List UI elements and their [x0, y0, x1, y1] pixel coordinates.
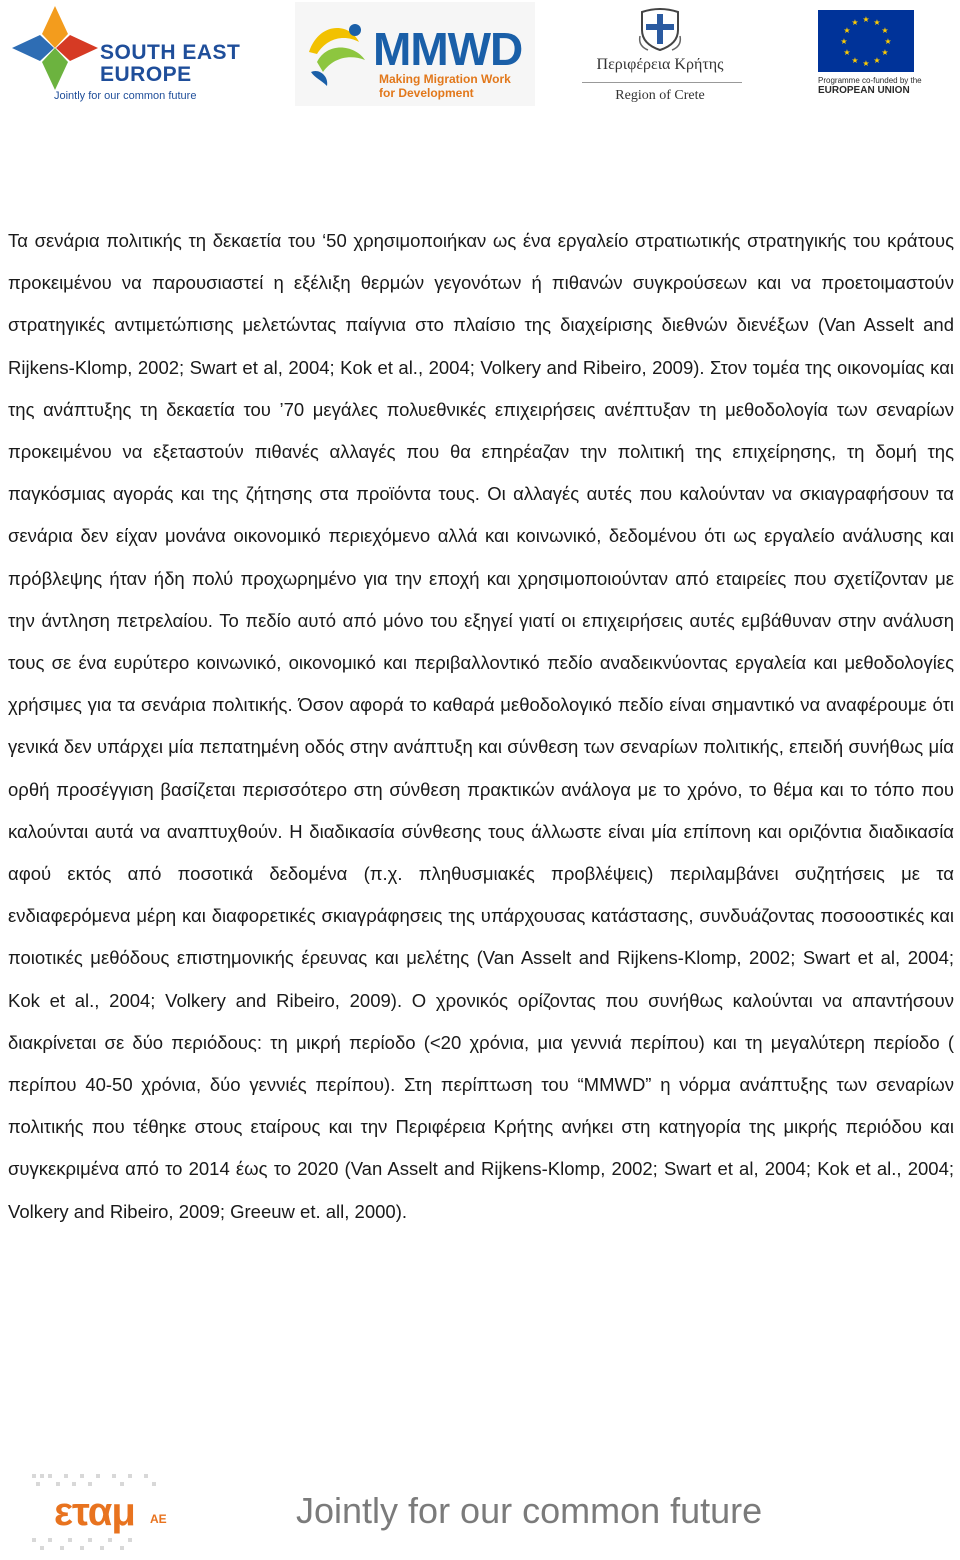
see-logo-line2: EUROPE	[100, 63, 192, 86]
svg-text:★: ★	[840, 37, 848, 46]
svg-text:★: ★	[851, 56, 859, 65]
footer	[0, 1460, 960, 1560]
svg-text:★: ★	[862, 15, 870, 24]
svg-text:★: ★	[851, 18, 859, 27]
crete-logo-english: Region of Crete	[615, 88, 705, 103]
etam-suffix: ΑΕ	[150, 1512, 167, 1526]
svg-text:★: ★	[881, 48, 889, 57]
svg-text:★: ★	[873, 18, 881, 27]
eu-logo-caption	[818, 76, 928, 96]
south-east-europe-logo	[10, 4, 260, 104]
see-logo-text	[100, 42, 240, 86]
header-logos	[0, 0, 960, 110]
eu-logo-line1: Programme co-funded by the	[818, 76, 922, 85]
mmwd-tagline-line1: Making Migration Work	[379, 72, 511, 86]
eu-logo-line2: EUROPEAN UNION	[818, 85, 910, 96]
svg-text:★: ★	[873, 56, 881, 65]
crete-logo-divider	[582, 82, 742, 83]
svg-text:★: ★	[843, 48, 851, 57]
svg-text:★: ★	[843, 26, 851, 35]
svg-text:★: ★	[881, 26, 889, 35]
see-logo-tagline: Jointly for our common future	[54, 90, 197, 102]
eu-flag-icon	[818, 10, 914, 72]
mmwd-wordmark: MMWD	[373, 23, 523, 75]
region-of-crete-logo	[570, 4, 760, 104]
see-star-icon	[10, 4, 100, 90]
body-paragraph: Τα σενάρια πολιτικής τη δεκαετία του ‘50 χρησιμοποιήκαν ως ένα εργαλείο στρατιωτικής στρατηγικής του κράτους προκειμένου να παρουσιαστεί η εξέλιξη θερμών γεγονότων ή πιθανών συγκρούσεων και να προετοιμαστούν στρατηγικές αντιμετώπισης μελετώντας παίγνια στο πλαίσιο της διαχείρισης διεθνών διενέξων (Van Asselt and Rijkens-Klomp, 2002; Swart et al, 2004; Kok et al., 2004; Volkery and Ribeiro, 2009). Στον τομέα της οικονομίας και της ανάπτυξης τη δεκαετία του ’70 μεγάλες πολυεθνικές επιχειρήσεις ανέπτυξαν τη μεθοδολογία των σεναρίων προκειμένου να εξεταστούν πιθανές αλλαγές που θα επηρέαζαν την πολιτική της επιχείρησης, τη δομή της παγκόσμιας αγοράς και της ζήτησης στα προϊόντα τους. Οι αλλαγές αυτές που καλούνταν να σκιαγραφήσουν τα σενάρια δεν είχαν μονάνα οικονομικό περιεχόμενο αλλά και κοινωνικό, δεδομένου ότι ως εργαλείο ανάλυσης και πρόβλεψης ήταν ήδη πολύ προχωρημένο για την εποχή και χρησιμοποιούνταν από εταιρείες που σχετίζονταν με την άντληση πετρελαίου. Το πεδίο αυτό από μόνο του εξηγεί γιατί οι επιχειρήσεις αυτές εμβάθυναν στην ανάλυση τους σε ένα ευρύτερο κοινωνικό, οικονομικό και περιβαλλοντικό πεδίο αναδεικνύοντας εργαλεία και μεθοδολογίες χρήσιμες για τα σενάρια πολιτικής. Όσον αφορά το καθαρά μεθοδολογικό πεδίο είναι σημαντικό να αναφέρουμε ότι γενικά δεν υπάρχει μία πεπατημένη οδός στην ανάπτυξη και σύνθεση των σεναρίων πολιτικής, επειδή συνήθως μία ορθή προσέγγιση βασίζεται περισσότερο στη σύνθεση πρακτικών ανάλογα με το χρόνο, το θέμα και το τόπο που καλούνται αυτά να αναπτυχθούν. Η διαδικασία σύνθεσης τους άλλωστε είναι μία επίπονη και οριζόντια διαδικασία αφού εκτός από ποσοτικά δεδομένα (π.χ. πληθυσμιακές προβλέψεις) περιλαμβάνει συζητήσεις με τα ενδιαφερόμενα μέρη και διαφορετικές σκιαγράφησεις της υπάρχουσας κατάστασης, συνδυάζοντας ποσοοστικές και ποιοτικές μεθόδους επιστημονικής έρευνας και μελέτης (Van Asselt and Rijkens-Klomp, 2002; Swart et al, 2004; Kok et al., 2004; Volkery and Ribeiro, 2009). Ο χρονικός ορίζοντας που συνήθως καλούνται να απαντήσουν διακρίνεται σε δύο περιόδους: τη μικρή περίοδο (<20 χρόνια, μια γεννιά περίπου) και τη μεγαλύτερη περίοδο ( περίπου 40-50 χρόνια, δύο γεννιές περίπου). Στη περίπτωση του “MMWD” η νόρμα ανάπτυξης των σεναρίων πολιτικής που τέθηκε στους εταίρους και την Περιφέρεια Κρήτης ανήκει στη κατηγορία της μικρής περιόδου και συγκεκριμένα από το 2014 έως το 2020 (Van Asselt and Rijkens-Klomp, 2002; Swart et al, 2004; Kok et al., 2004; Volkery and Ribeiro, 2009; Greeuw et. all, 2000).	[8, 230, 954, 1222]
svg-text:★: ★	[884, 37, 892, 46]
etam-logo	[28, 1472, 178, 1552]
mmwd-birds-icon	[299, 12, 379, 92]
greek-emblem-icon	[638, 6, 682, 52]
crete-logo-greek: Περιφέρεια Κρήτης	[596, 56, 724, 73]
svg-text:★: ★	[862, 59, 870, 68]
etam-wordmark: εταμ	[54, 1490, 135, 1534]
eu-logo	[818, 10, 928, 100]
document-body	[8, 220, 954, 1233]
mmwd-tagline-line2: for Development	[379, 86, 474, 100]
mmwd-tagline	[379, 72, 511, 100]
see-logo-line1: SOUTH EAST	[100, 41, 241, 64]
mmwd-logo	[295, 2, 535, 106]
footer-tagline: Jointly for our common future	[296, 1490, 763, 1531]
